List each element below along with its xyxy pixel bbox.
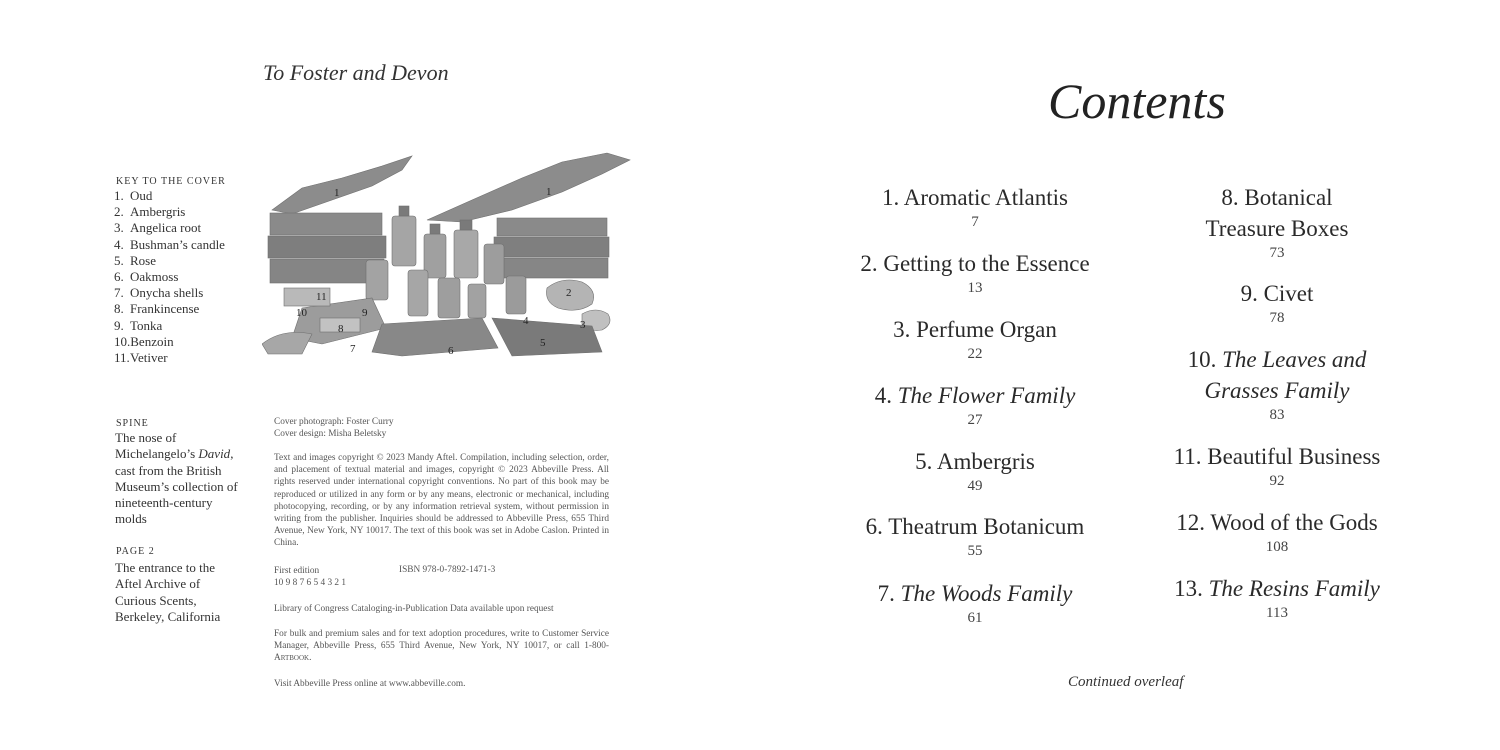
list-item: 1. Oud [114, 188, 153, 203]
website-line: Visit Abbeville Press online at www.abbeville.com. [274, 679, 466, 689]
key-to-cover-heading: KEY TO THE COVER [116, 176, 226, 187]
spine-heading: SPINE [116, 418, 149, 429]
key-to-cover-list [114, 188, 225, 366]
toc-entry: 2. Getting to the Essence 13 [860, 251, 1090, 296]
cover-label: 11 [316, 291, 327, 303]
list-item: 6. Oakmoss [114, 269, 179, 285]
cover-label: 4 [523, 315, 529, 327]
list-item: 3. Angelica root [114, 220, 202, 236]
cover-label: 2 [566, 287, 572, 299]
continued-overleaf: Continued overleaf [1068, 674, 1184, 690]
cover-illustration [262, 148, 634, 360]
toc-entry: 5. Ambergris 49 [915, 449, 1035, 494]
cover-label: 7 [350, 343, 356, 355]
list-item: 9. Tonka [114, 317, 163, 333]
list-item: 10.Benzoin [114, 333, 174, 349]
toc-entry: 12. Wood of the Gods 108 [1176, 510, 1378, 555]
isbn: ISBN 978-0-7892-1471-3 [399, 565, 496, 575]
contents-title: Contents [1048, 73, 1226, 129]
list-item: 2. Ambergris [114, 204, 186, 220]
toc-entry: 13. The Resins Family 113 [1174, 576, 1380, 621]
bulk-sales-info: For bulk and premium sales and for text adoption procedures, write to Customer Service Manager, Abbeville Press, 655 Third Avenue, New York, NY 10017, or call 1-800-Artbook. [274, 629, 609, 664]
toc-entry: 7. The Woods Family 61 [877, 581, 1073, 626]
cover-photo-credit: Cover photograph: Foster Curry [274, 417, 394, 427]
cover-label: 10 [296, 307, 307, 319]
toc-entry: 4. The Flower Family 27 [874, 383, 1076, 428]
cover-label: 9 [362, 307, 368, 319]
printing-line: 10 9 8 7 6 5 4 3 2 1 [274, 578, 347, 589]
toc-right-column [1147, 0, 1407, 750]
toc-left-column [845, 0, 1105, 750]
list-item: 4. Bushman’s candle [114, 236, 225, 252]
toc-entry: 10. The Leaves and Grasses Family 83 [1187, 347, 1367, 423]
cover-design-credit: Cover design: Misha Beletsky [274, 429, 387, 440]
cover-label: 6 [448, 345, 454, 357]
cover-label: 1 [546, 186, 552, 198]
page2-caption: The entrance to the Aftel Archive of Curious Scents, Berkeley, California [115, 560, 221, 624]
library-of-congress: Library of Congress Cataloging-in-Publication Data available upon request [274, 604, 554, 614]
list-item: 8. Frankincense [114, 301, 200, 317]
cover-label: 5 [540, 337, 546, 349]
list-item: 7. Onycha shells [114, 285, 204, 301]
list-item: 11.Vetiver [114, 350, 168, 366]
toc-entry: 8. Botanical Treasure Boxes 73 [1205, 185, 1349, 261]
page2-heading: PAGE 2 [116, 546, 155, 557]
toc-entry: 9. Civet 78 [1240, 281, 1314, 326]
toc-entry: 1. Aromatic Atlantis 7 [882, 185, 1068, 230]
first-edition: First edition [274, 566, 320, 576]
copyright-notice: Text and images copyright © 2023 Mandy Aftel. Compilation, including selection, order, and placement of textual material and images, copyright © 2023 Abbeville Press. All rights reserved under international copyright conventions. No part of this book may be reproduced or utilized in any form or by any means, electronic or mechanical, including photocopying, recording, or by any information retrieval system, without permission in writing from the publisher. Inquiries should be addressed to Abbeville Press, 655 Third Avenue, New York, NY 10017. The text of this book was set in Adobe Caslon. Printed in China. [274, 453, 609, 549]
toc-entry: 3. Perfume Organ 22 [893, 317, 1057, 362]
dedication: To Foster and Devon [263, 60, 449, 85]
cover-label: 1 [334, 187, 340, 199]
cover-label: 8 [338, 323, 344, 335]
spine-caption: The nose of Michelangelo’s David, cast from the British Museum’s collection of nineteenth-century molds [115, 430, 238, 527]
toc-entry: 6. Theatrum Botanicum 55 [865, 514, 1085, 559]
cover-credits [274, 416, 609, 440]
toc-entry: 11. Beautiful Business 92 [1173, 444, 1381, 489]
list-item: 5. Rose [114, 252, 156, 268]
cover-label: 3 [580, 319, 586, 331]
